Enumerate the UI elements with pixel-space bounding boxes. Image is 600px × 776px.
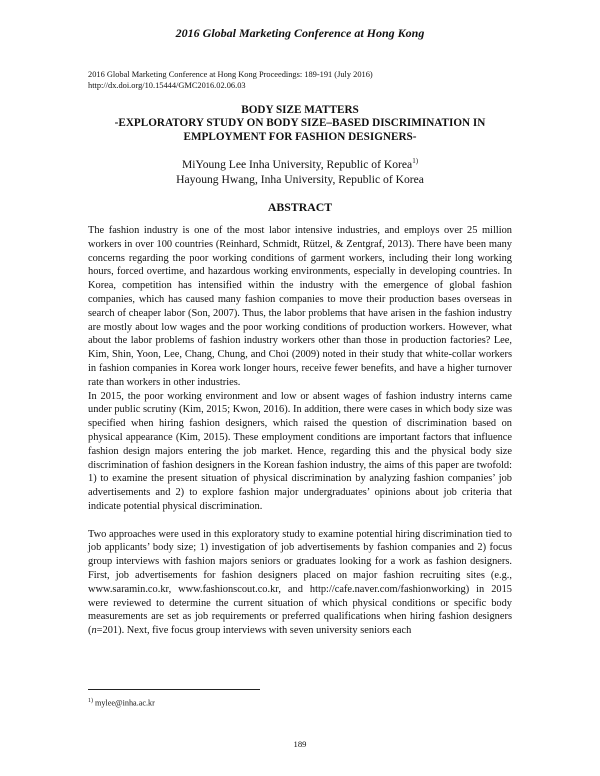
sample-size-symbol: n: [91, 625, 97, 637]
doi-link[interactable]: http://dx.doi.org/10.15444/GMC2016.02.06.03: [88, 80, 246, 90]
publication-meta: [88, 70, 373, 91]
paragraph-3-text-b: =201). Next, five focus group interviews with seven university seniors each: [96, 625, 412, 637]
abstract-heading: ABSTRACT: [267, 200, 333, 214]
footnote-email[interactable]: mylee@inha.ac.kr: [93, 698, 155, 708]
paragraph-3-text-a: Two approaches were used in this exploratory study to examine potential hiring discrimination tied to job applicants’ body size; 1) investigation of job advertisements by fashion companies and 2) focus group interviews with fashion majors seniors or graduates looking for a work as fashion designers. First, job advertisements for fashion designers placed on major fashion recruiting sites (e.g., www.saramin.co.kr, www.fashionscout.co.kr, and http://cafe.naver.com/fashionworking) in 2015 were reviewed to determine the current situation of which physical conditions or specific body measurements are set as job requirements or preferred qualifications when hiring fashion designers (: [88, 528, 512, 637]
abstract-paragraph-1: The fashion industry is one of the most labor intensive industries, and employs over 25 million workers in over 100 countries (Reinhard, Schmidt, Rützel, & Zentgraf, 2013). There have been many concerns regarding the poor working conditions of garment workers, including their long working hours, forced overtime, and hazardous working environments, especially in developing countries. In Korea, competition has intensified within the industry with the emergence of global fashion companies, which has caused many fashion companies to move their production bases overseas in search of cheaper labor (Son, 2007). Thus, the labor problems that have arisen in the fashion industry are mostly about low wages and the poor working conditions of production workers. However, what about the labor problems of fashion industry workers other than those in production factories? Lee, Kim, Shin, Yoon, Lee, Chang, Chung, and Choi (2009) noted in their study that white-collar workers in fashion companies in Korea work longer hours, receive fewer benefits, and have a higher turnover rate than workers in other industries.: [88, 225, 512, 388]
title-line-3: EMPLOYMENT FOR FASHION DESIGNERS-: [183, 130, 417, 143]
paper-title: [88, 104, 512, 144]
abstract-paragraph-2: In 2015, the poor working environment and low or absent wages of fashion industry interns came under public scrutiny (Kim, 2015; Kwon, 2016). In addition, there were cases in which body size was specified when hiring fashion designers, which raised the question of discrimination based on physical appearance (Kim, 2015). These employment conditions are important factors that influence fashion design majors entering the job market. Hence, regarding this and the physical body size discrimination of fashion designers in the Korean fashion industry, the aims of this paper are twofold: 1) to examine the present situation of physical discrimination by analyzing fashion companies’ job advertisements and 2) to explore fashion major undergraduates’ opinions about job criteria that indicate potential physical discrimination.: [88, 390, 512, 512]
proceedings-line: 2016 Global Marketing Conference at Hong Kong Proceedings: 189-191 (July 2016): [88, 70, 373, 79]
author-list: [88, 157, 512, 187]
footnote-mark: 1): [88, 698, 93, 704]
author-1: [88, 157, 512, 172]
page-number: 189: [293, 739, 307, 749]
title-line-1: BODY SIZE MATTERS: [241, 104, 359, 116]
author-1-footnote-mark[interactable]: 1): [412, 157, 419, 165]
footnote-divider: [88, 689, 260, 690]
title-line-2: -EXPLORATORY STUDY ON BODY SIZE–BASED DISCRIMINATION IN: [114, 117, 486, 130]
abstract-body: [88, 224, 512, 638]
author-1-name: MiYoung Lee Inha University, Republic of Korea: [181, 158, 413, 171]
author-2: Hayoung Hwang, Inha University, Republic of Korea: [176, 173, 424, 186]
conference-header: 2016 Global Marketing Conference at Hong Kong: [175, 26, 425, 40]
abstract-paragraph-3: [88, 528, 512, 638]
footnote: [88, 698, 155, 708]
